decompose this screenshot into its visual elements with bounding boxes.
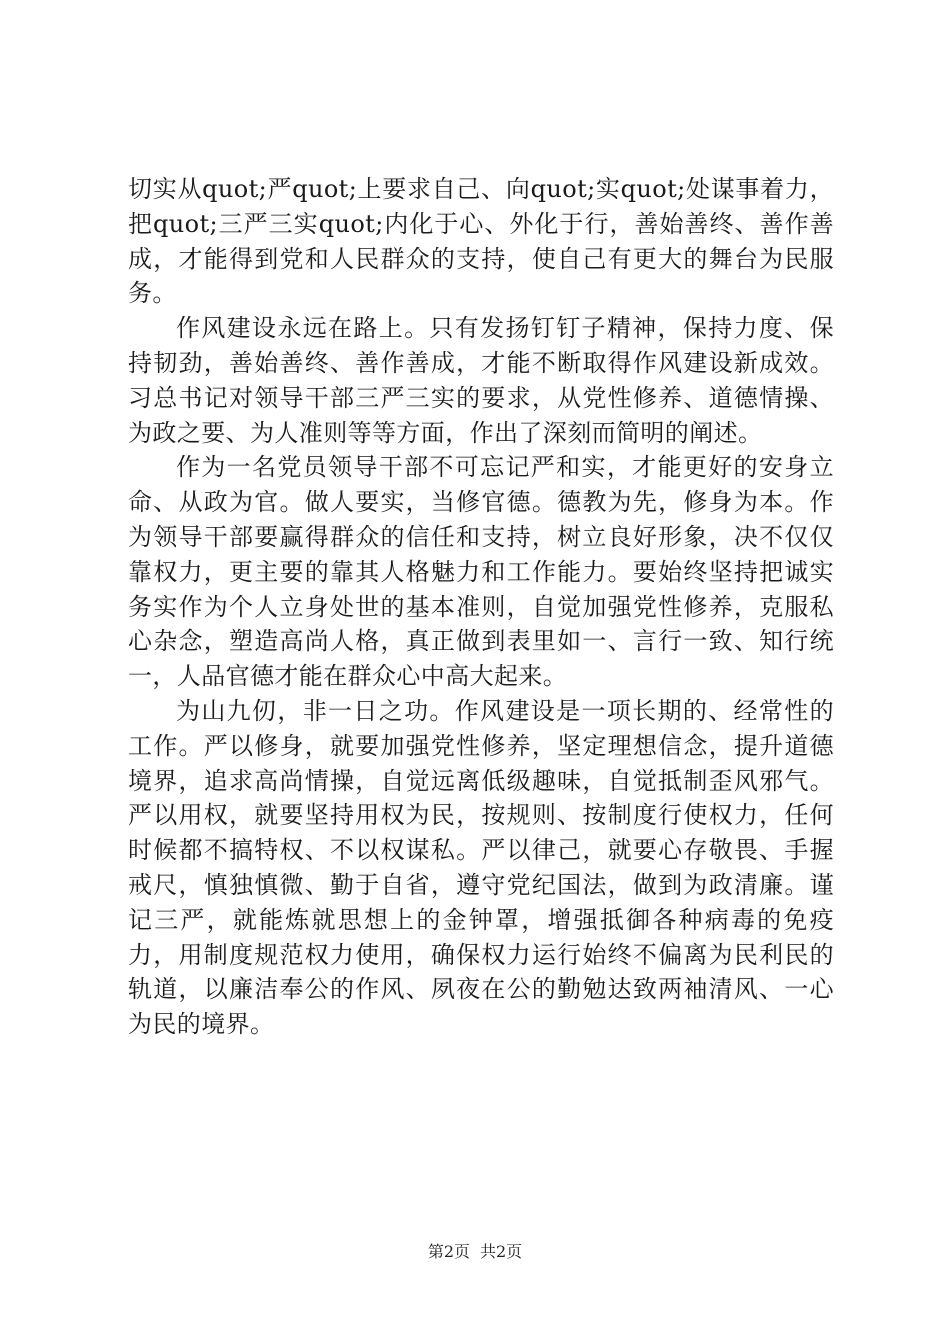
page-footer [0, 1240, 950, 1264]
page-total: 共2页 [480, 1242, 523, 1261]
paragraph-4: 为山九仞，非一日之功。作风建设是一项长期的、经常性的工作。严以修身，就要加强党性修养，坚定理想信念，提升道德境界，追求高尚情操，自觉远离低级趣味，自觉抵制歪风邪气。严以用权，就要坚持用权为民，按规则、按制度行使权力，任何时候都不搞特权、不以权谋私。严以律己，就要心存敬畏、手握戒尺，慎独慎微、勤于自省，遵守党纪国法，做到为政清廉。谨记三严，就能炼就思想上的金钟罩，增强抵御各种病毒的免疫力，用制度规范权力使用，确保权力运行始终不偏离为民利民的轨道，以廉洁奉公的作风、夙夜在公的勤勉达致两袖清风、一心为民的境界。 [128, 696, 834, 1039]
page-number: 第2页 [427, 1242, 470, 1261]
paragraph-1: 切实从quot;严quot;上要求自己、向quot;实quot;处谋事着力，把quot;三严三实quot;内化于心、外化于行，善始善终、善作善成，才能得到党和人民群众的支持，使自己有更大的舞台为民服务。 [128, 175, 834, 308]
paragraph-2: 作风建设永远在路上。只有发扬钉钉子精神，保持力度、保持韧劲，善始善终、善作善成，才能不断取得作风建设新成效。习总书记对领导干部三严三实的要求，从党性修养、道德情操、为政之要、为人准则等等方面，作出了深刻而简明的阐述。 [128, 314, 834, 447]
document-body [128, 172, 834, 1042]
paragraph-3: 作为一名党员领导干部不可忘记严和实，才能更好的安身立命、从政为官。做人要实，当修官德。德教为先，修身为本。作为领导干部要赢得群众的信任和支持，树立良好形象，决不仅仅靠权力，更主要的靠其人格魅力和工作能力。要始终坚持把诚实务实作为个人立身处世的基本准则，自觉加强党性修养，克服私心杂念，塑造高尚人格，真正做到表里如一、言行一致、知行统一，人品官德才能在群众心中高大起来。 [128, 453, 834, 691]
